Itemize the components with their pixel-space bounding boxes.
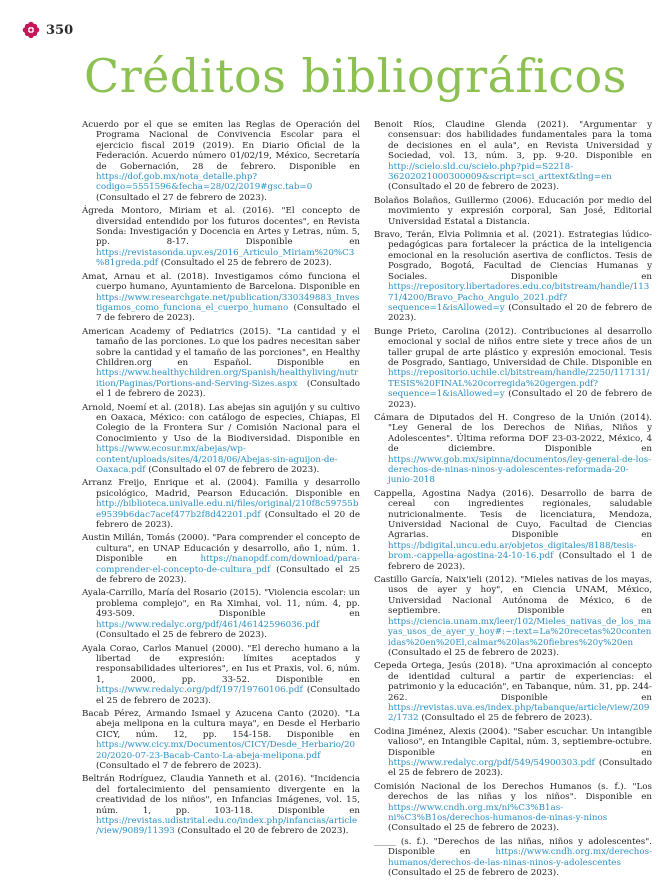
reference-entry: [374, 196, 652, 227]
reference-entry: [374, 230, 652, 324]
reference-entry: [374, 489, 652, 572]
reference-entry: [82, 533, 360, 585]
reference-text: Arnold, Noemí et al. (2018). Las abejas sin aguijón y su cultivo en Oaxaca, México: con catálogo de especies, Chiapas, El Colegio de la Frontera Sur / Comisión Nacional para el Conocimiento y Uso de la Biodiversidad. Disponible en: [82, 402, 360, 444]
reference-link[interactable]: https://www.redalyc.org/pdf/197/19760106.pdf: [96, 685, 303, 696]
reference-text: Castillo García, Naix'ieli (2012). "Mieles nativas de los mayas, usos de ayer y hoy", en Ciencia UNAM, México, Universidad Nacional Autónoma de México, 6 de septiembre. Disponible en: [374, 575, 652, 617]
reference-link[interactable]: https://www.cndh.org.mx/derechos-humanos/derechos-de-las-ninas-ninos-y-adolescentes: [388, 847, 652, 868]
reference-link[interactable]: https://www.gob.mx/sipinna/documentos/ley-general-de-los-derechos-de-ninas-ninos-y-adolescentes-reformada-20-junio-2018: [388, 454, 652, 486]
reference-link[interactable]: http://scielo.sld.cu/scielo.php?pid=S2218-36202021000300009&script=sci_arttext&tlng=en: [388, 161, 612, 183]
reference-link[interactable]: https://nanopdf.com/download/para-comprender-el-concepto-de-cultura_pdf: [96, 554, 360, 575]
reference-entry: [374, 575, 652, 658]
reference-text: Arranz Freijo, Enrique et al. (2004). Familia y desarrollo psicológico, Madrid, Pearson Educación. Disponible en: [82, 478, 360, 499]
right-column: [374, 120, 652, 881]
reference-consulted-date: (Consultado el 1 de febrero de 2023).: [96, 378, 360, 400]
reference-consulted-date: (Consultado el 25 de febrero de 2023).: [388, 868, 559, 879]
reference-consulted-date: (Consultado el 20 de febrero de 2023).: [174, 826, 349, 837]
reference-link[interactable]: https://bdigital.uncu.edu.ar/objetos_digitales/8188/tesis-brom.-cappella-agostina-24-10-16.pdf: [388, 540, 637, 562]
reference-consulted-date: (Consultado el 25 de febrero de 2023).: [96, 564, 360, 586]
reference-link[interactable]: https://www.healthychildren.org/Spanish/healthyliving/nutrition/Paginas/Portions-and-Serving-Sizes.aspx: [96, 368, 359, 389]
reference-link[interactable]: https://www.redalyc.org/pdf/549/54900303.pdf: [388, 757, 595, 768]
reference-text: Codina Jiménez, Alexis (2004). "Saber escuchar. Un intangible valioso", en Intangible Capital, núm. 3, septiembre-octubre. Disponible en: [374, 726, 652, 758]
reference-text: Ayala Corao, Carlos Manuel (2000). "El derecho humano a la libertad de expresión: límites aceptados y responsabilidades ulteriores", en Ius et Praxis, vol. 6, núm. 1, 2000, pp. 33-52. Disponible en: [82, 643, 360, 685]
flower-ornament-icon: [22, 21, 40, 39]
references-columns: [82, 120, 652, 881]
reference-text: Bunge Prieto, Carolina (2012). Contribuciones al desarrollo emocional y social de niños entre siete y trece años de un taller grupal de arte plástico y expresión emocional. Tesis de Posgrado, Santiago, Universidad de Chile. Disponible en: [374, 326, 652, 368]
reference-link[interactable]: https://www.researchgate.net/publication/330349883_Investigamos_como_funciona_el_cuerpo_humano: [96, 292, 360, 313]
reference-consulted-date: (Consultado el 7 de febrero de 2023).: [96, 302, 360, 324]
reference-consulted-date: (Consultado el 20 de febrero de 2023).: [96, 509, 360, 531]
reference-consulted-date: (Consultado el 25 de febrero de 2023).: [96, 685, 360, 706]
reference-entry: [374, 837, 652, 879]
reference-text: Bolaños Bolaños, Guillermo (2006). Educación por medio del movimiento y expresión corporal, San José, Editorial Universidad Estatal a Distancia.: [374, 195, 652, 227]
reference-entry: [82, 272, 360, 324]
reference-text: Bacab Pérez, Armando Ismael y Azucena Canto (2020). "La abeja melipona en la cultura maya", en Desde el Herbario CICY, núm. 12, pp. 154-158. Disponible en: [82, 708, 360, 740]
reference-consulted-date: (Consultado el 7 de febrero de 2023).: [96, 760, 262, 771]
reference-text: _____ (s. f.). "Derechos de las niñas, niños y adolescentes". Disponible en: [374, 836, 652, 858]
reference-entry: [374, 413, 652, 486]
reference-entry: [82, 206, 360, 268]
reference-link[interactable]: https://www.cndh.org.mx/ni%C3%B1as-ni%C3%B1os/derechos-humanos-de-ninas-y-ninos: [388, 802, 608, 823]
reference-consulted-date: (Consultado el 25 de febrero de 2023).: [388, 647, 559, 658]
reference-entry: [82, 120, 360, 203]
reference-entry: [374, 727, 652, 779]
reference-entry: [374, 782, 652, 834]
reference-text: Austin Millán, Tomás (2000). "Para comprender el concepto de cultura", en UNAP Educación y desarrollo, año 1, núm. 1. Disponible en: [82, 533, 360, 565]
reference-text: Cámara de Diputados del H. Congreso de la Unión (2014). "Ley General de los Derechos de Niñas, Niños y Adolescentes". Última reforma DOF 23-03-2022, México, 4 de diciembre. Disponible en: [374, 412, 652, 455]
reference-text: Acuerdo por el que se emiten las Reglas de Operación del Programa Nacional de Convivencia Escolar para el ejercicio fiscal 2019 (2019). En Diario Oficial de la Federación. Acuerdo número 01/02/19, México, Secretaría de Gobernación, 28 de febrero. Disponible en: [82, 120, 360, 172]
reference-link[interactable]: https://dof.gob.mx/nota_detalle.php?codigo=5551596&fecha=28/02/2019#gsc.tab=0: [96, 172, 313, 193]
reference-entry: [374, 661, 652, 723]
reference-text: Benoit Ríos, Claudine Glenda (2021). "Argumentar y consensuar: dos habilidades fundamentales para la toma de decisiones en el aula", en Revista Universidad y Sociedad, vol. 13, núm. 3, pp. 9-20. Disponible en: [374, 120, 652, 162]
reference-text: Amat, Arnau et al. (2018). Investigamos cómo funciona el cuerpo humano, Ayuntamiento de Barcelona. Disponible en: [82, 271, 360, 293]
reference-consulted-date: (Consultado el 07 de febrero de 2023).: [145, 465, 320, 475]
reference-entry: [82, 644, 360, 706]
reference-link[interactable]: http://biblioteca.univalle.edu.ni/files/original/210f8c59755be9539b6dac7acef477b2f8d42201.pdf: [96, 499, 359, 520]
reference-entry: [82, 403, 360, 476]
reference-link[interactable]: https://ciencia.unam.mx/leer/102/Mieles_nativas_de_los_mayas_usos_de_ayer_y_hoy#:~:text=La%20recetas%20contenidas%20en%20El,calmar%20las%20fiebres%20y%20en: [388, 616, 652, 648]
reference-link[interactable]: https://revistas.uva.es/index.php/tabanque/article/view/2092/1732: [388, 702, 650, 724]
reference-entry: [374, 120, 652, 193]
reference-consulted-date: (Consultado el 25 de febrero de 2023).: [96, 630, 267, 641]
reference-consulted-date: (Consultado el 27 de febrero de 2023).: [96, 192, 267, 203]
reference-link[interactable]: https://repositorio.uchile.cl/bitstream/handle/2250/117131/TESIS%20FINAL%20corregida%20gergen.pdf?sequence=1&isAllowed=y: [388, 368, 650, 400]
reference-consulted-date: (Consultado el 25 de febrero de 2023).: [418, 713, 593, 724]
page-header: [22, 18, 73, 42]
left-column: [82, 120, 360, 881]
reference-consulted-date: (Consultado el 1 de febrero de 2023).: [388, 551, 652, 572]
reference-link[interactable]: https://www.cicy.mx/Documentos/CICY/Desde_Herbario/2020/2020-07-23-Bacab-Canto-La-abeja-melipona.pdf: [96, 740, 355, 761]
reference-entry: [82, 774, 360, 836]
reference-consulted-date: (Consultado el 20 de febrero de 2023).: [388, 182, 559, 193]
reference-entry: [82, 588, 360, 640]
reference-text: Beltrán Rodríguez, Claudia Yanneth et al. (2016). "Incidencia del fortalecimiento del pensamiento divergente en la creatividad de los niños", en Infancias Imágenes, vol. 15, núm. 1, pp. 103-118. Disponible en: [82, 774, 360, 816]
reference-text: American Academy of Pediatrics (2015). "La cantidad y el tamaño de las porciones. Lo que los padres necesitan saber sobre la cantidad y el tamaño de las porciones", en Healthy Children.org en Español. Disponible en: [82, 326, 360, 368]
page-number: 350: [46, 22, 74, 38]
reference-consulted-date: (Consultado el 25 de febrero de 2023).: [388, 823, 559, 834]
page-title: Créditos bibliográficos: [84, 49, 627, 103]
reference-link[interactable]: https://repository.libertadores.edu.co/bitstream/handle/11371/4200/Bravo_Pacho_Angulo_2021.pdf?sequence=1&isAllowed=y: [388, 282, 650, 313]
reference-entry: [82, 478, 360, 530]
reference-consulted-date: (Consultado el 25 de febrero de 2023).: [158, 258, 332, 269]
reference-text: Comisión Nacional de los Derechos Humanos (s. f.). "Los derechos de las niñas y los niños". Disponible en: [374, 781, 652, 803]
reference-entry: [374, 327, 652, 410]
reference-text: Bravo, Terán, Elvia Polimnia et al. (2021). Estrategias lúdico-pedagógicas para fortalecer la práctica de la inteligencia emocional en la resolución asertiva de conflictos. Tesis de Posgrado, Bogotá, Facultad de Ciencias Humanas y Sociales. Disponible en: [374, 230, 652, 282]
reference-link[interactable]: https://www.redalyc.org/pdf/461/46142596036.pdf: [96, 619, 320, 630]
reference-link[interactable]: https://www.ecosur.mx/abejas/wp-content/uploads/sites/4/2018/06/Abejas-sin-aguijon-de-Oaxaca.pdf: [96, 444, 338, 475]
reference-consulted-date: (Consultado el 20 de febrero de 2023).: [388, 302, 652, 324]
reference-text: Ayala-Carrillo, María del Rosario (2015). "Violencia escolar: un problema complejo", en Ra Ximhai, vol. 11, núm. 4, pp. 493-509. Disponible en: [82, 588, 360, 620]
reference-link[interactable]: https://revistasonda.upv.es/2016_Articulo_Miriam%20%C3%81greda.pdf: [96, 247, 355, 269]
reference-consulted-date: (Consultado el 25 de febrero de 2023).: [388, 757, 652, 779]
reference-link[interactable]: https://revistas.udistrital.edu.co/index.php/infancias/article/view/9089/11393: [96, 816, 358, 837]
reference-entry: [82, 327, 360, 400]
reference-text: Cepeda Ortega, Jesús (2018). "Una aproximación al concepto de identidad cultural a partir de experiencias: el patrimonio y la educación", en Tabanque, núm. 31, pp. 244-262. Disponible en: [374, 661, 652, 703]
reference-entry: [82, 709, 360, 771]
reference-text: Cappella, Agostina Nadya (2016). Desarrollo de barra de cereal con ingredientes regionales, saludable nutricionalmente. Tesis de licenciatura, Mendoza, Universidad Nacional de Cuyo, Facultad de Ciencias Agrarias. Disponible en: [374, 488, 652, 541]
reference-text: Ágreda Montoro, Miriam et al. (2016). "El concepto de diversidad entendido por los futuros docentes", en Revista Sonda: Investigación y Docencia en Artes y Letras, núm. 5, pp. 8-17. Disponible en: [82, 206, 360, 248]
reference-consulted-date: (Consultado el 20 de febrero de 2023).: [388, 389, 652, 410]
